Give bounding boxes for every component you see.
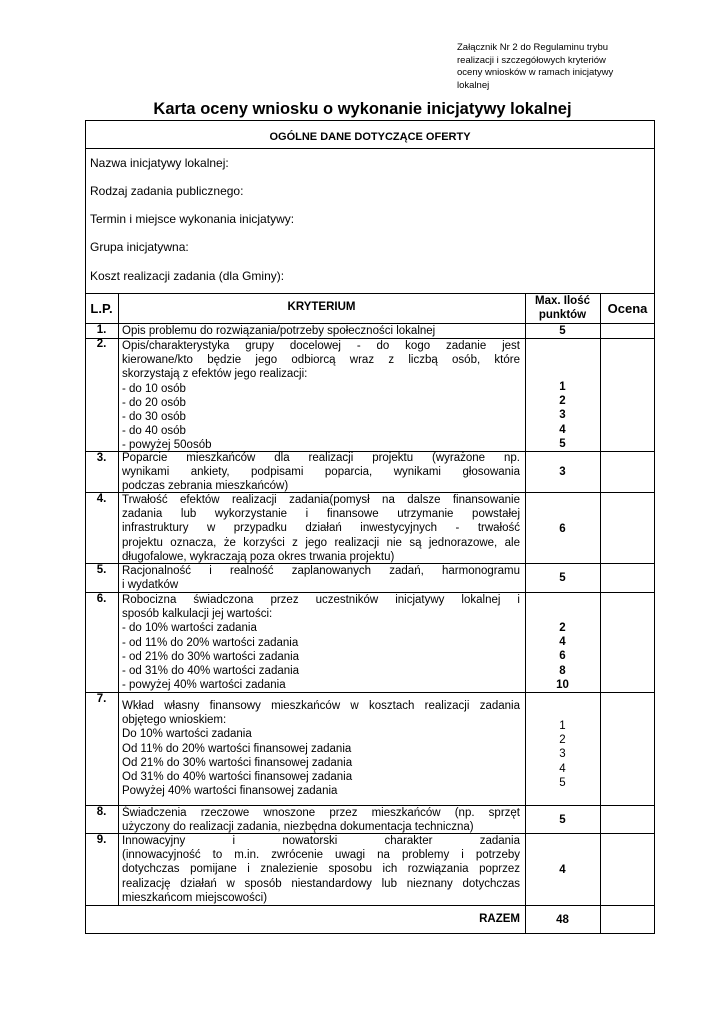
- max-points: 5: [559, 325, 566, 337]
- max-points-list: [525, 621, 600, 692]
- criterion-line: Od 11% do 20% wartości finansowej zadania: [122, 742, 352, 755]
- criterion-line: sposób kalkulacji jej wartości:: [122, 608, 273, 621]
- criterion-text: [122, 806, 520, 834]
- criterion-line: zadania lub wykorzystanie i finansowe utrzymanie powstałej: [122, 508, 520, 521]
- row-number: 3.: [96, 452, 107, 464]
- annex-note-line: realizacji i szczegółowych kryteriów: [457, 54, 606, 66]
- criterion-line: - do 30 osób: [122, 411, 186, 424]
- max-points-list: [525, 719, 600, 790]
- criterion-line: dotychczas pomijane i znalezienie sposobu ich rozwiązania poprzez: [122, 863, 520, 876]
- criterion-text: [122, 699, 520, 798]
- criterion-line: Do 10% wartości zadania: [122, 728, 252, 741]
- criterion-line: długofalowe, wykraczają poza okres trwania projektu): [122, 550, 395, 563]
- max-points: 5: [559, 814, 566, 826]
- row-number: 8.: [96, 806, 107, 818]
- row-number: 7.: [96, 693, 107, 705]
- criterion-line: - od 21% do 30% wartości zadania: [122, 650, 300, 663]
- points-option: 3: [559, 409, 566, 422]
- points-option: 8: [559, 664, 566, 677]
- field-task-type: Rodzaj zadania publicznego:: [90, 184, 244, 198]
- criterion-line: Opis/charakterystyka grupy docelowej - do kogo zadanie jest: [122, 340, 520, 352]
- points-option: 5: [559, 437, 566, 450]
- column-divider: [600, 293, 601, 934]
- points-option: 3: [559, 748, 566, 761]
- field-initiative-name: Nazwa inicjatywy lokalnej:: [90, 156, 229, 170]
- criterion-line: - powyżej 40% wartości zadania: [122, 679, 286, 692]
- total-points: 48: [556, 914, 569, 926]
- criterion-line: wynikami ankiety, podpisami poparcia, wynikami głosowania: [122, 466, 520, 479]
- criterion-line: (innowacyjność to m.in. zwrócenie uwagi na problemy i potrzeby: [122, 849, 520, 862]
- criterion-text: [122, 564, 520, 592]
- field-cost: Koszt realizacji zadania (dla Gminy):: [90, 269, 285, 283]
- criterion-line: Robocizna świadczona przez uczestników inicjatywy lokalnej i: [122, 594, 520, 606]
- points-option: 2: [559, 395, 566, 408]
- annex-note-line: lokalnej: [457, 79, 490, 91]
- criterion-line: podczas zebrania mieszkańców): [122, 480, 289, 493]
- annex-note: [457, 42, 657, 92]
- points-option: 2: [559, 622, 566, 634]
- criterion-line: Powyżej 40% wartości finansowej zadania: [122, 785, 338, 798]
- total-label: RAZEM: [479, 913, 520, 925]
- max-points: 4: [559, 864, 566, 876]
- criterion-text: [122, 493, 520, 564]
- criterion-line: - od 31% do 40% wartości zadania: [122, 665, 300, 678]
- criterion-line: Racjonalność i realność zaplanowanych zadań, harmonogramu: [122, 565, 520, 577]
- criterion-line: - powyżej 50osób: [122, 439, 212, 452]
- criterion-line: skorzystają z efektów jego realizacji:: [122, 368, 308, 381]
- column-header-max-points-line: Max. Ilość: [535, 295, 590, 307]
- criterion-text: [122, 593, 520, 692]
- criterion-line: użyczony do realizacji zadania, niezbędna dokumentacja techniczna): [122, 821, 474, 834]
- criterion-line: kierowane/kto będzie jego odbiorcą wraz z liczbą osób, które: [122, 354, 520, 367]
- criterion-line: - do 40 osób: [122, 425, 186, 438]
- row-number: 9.: [96, 834, 107, 846]
- points-option: 6: [559, 650, 566, 663]
- column-header-criterion: KRYTERIUM: [287, 301, 356, 313]
- annex-note-line: Załącznik Nr 2 do Regulaminu trybu: [457, 42, 609, 53]
- annex-note-line: oceny wniosków w ramach inicjatywy: [457, 67, 614, 78]
- criterion-line: Innowacyjny i nowatorski charakter zadania: [122, 835, 520, 847]
- column-header-max-points-line: punktów: [538, 309, 587, 321]
- points-option: 10: [556, 678, 569, 691]
- row-divider: [85, 905, 655, 906]
- row-number: 1.: [96, 324, 107, 336]
- points-option: 1: [559, 720, 566, 732]
- divider: [85, 148, 655, 149]
- max-points: 3: [559, 466, 566, 478]
- max-points: 5: [559, 572, 566, 584]
- document-title: Karta oceny wniosku o wykonanie inicjatywy lokalnej: [153, 100, 572, 118]
- points-option: 5: [559, 776, 566, 789]
- max-points-list: [525, 380, 600, 451]
- criterion-line: realizację działań w sposób niestandardowy lub nieznany dotychczas: [122, 877, 520, 890]
- row-number: 2.: [96, 338, 107, 350]
- criterion-line: Świadczenia rzeczowe wnoszone przez mieszkańców (np. sprzęt: [122, 807, 520, 819]
- points-option: 1: [559, 381, 566, 393]
- criterion-line: - do 10 osób: [122, 382, 186, 395]
- points-option: 2: [559, 734, 566, 747]
- criterion-line: infrastruktury w przypadku działań inwestycyjnych - trwałość: [122, 522, 520, 535]
- points-option: 4: [559, 762, 566, 775]
- field-initiative-group: Grupa inicjatywna:: [90, 240, 189, 254]
- criterion-line: Od 31% do 40% wartości finansowej zadania: [122, 771, 353, 784]
- criterion-line: Wkład własny finansowy mieszkańców w kosztach realizacji zadania: [122, 700, 520, 712]
- column-header-score: Ocena: [607, 301, 648, 316]
- field-date-place: Termin i miejsce wykonania inicjatywy:: [90, 212, 295, 226]
- criterion-line: - od 11% do 20% wartości zadania: [122, 636, 299, 649]
- criterion-text: [122, 339, 520, 453]
- criterion-line: mieszkańcom miejscowości): [122, 891, 268, 904]
- criterion-line: Trwałość efektów realizacji zadania(pomysł na dalsze finansowanie: [122, 494, 520, 506]
- criterion-text: [122, 324, 520, 338]
- column-header-max-points: [525, 294, 600, 322]
- points-option: 4: [559, 423, 566, 436]
- criterion-text: [122, 451, 520, 494]
- criterion-line: Od 21% do 30% wartości finansowej zadania: [122, 756, 353, 769]
- column-header-lp: L.P.: [90, 301, 113, 316]
- criterion-text: [122, 834, 520, 905]
- criterion-line: - do 20 osób: [122, 396, 186, 409]
- max-points: 6: [559, 523, 566, 535]
- criterion-line: projektu oznacza, że korzyści z jego realizacji nie są jednorazowe, ale: [122, 536, 520, 549]
- points-option: 4: [559, 636, 566, 649]
- row-number: 6.: [96, 593, 107, 605]
- criterion-line: - do 10% wartości zadania: [122, 622, 257, 635]
- column-divider: [118, 293, 119, 905]
- general-data-heading: OGÓLNE DANE DOTYCZĄCE OFERTY: [269, 131, 471, 143]
- row-number: 5.: [96, 564, 107, 576]
- criterion-line: objętego wnioskiem:: [122, 714, 227, 727]
- criterion-line: i wydatków: [122, 579, 179, 592]
- criterion-line: Poparcie mieszkańców dla realizacji projektu (wyrażone np.: [122, 452, 520, 464]
- criterion-line: Opis problemu do rozwiązania/potrzeby społeczności lokalnej: [122, 325, 436, 337]
- row-number: 4.: [96, 493, 107, 505]
